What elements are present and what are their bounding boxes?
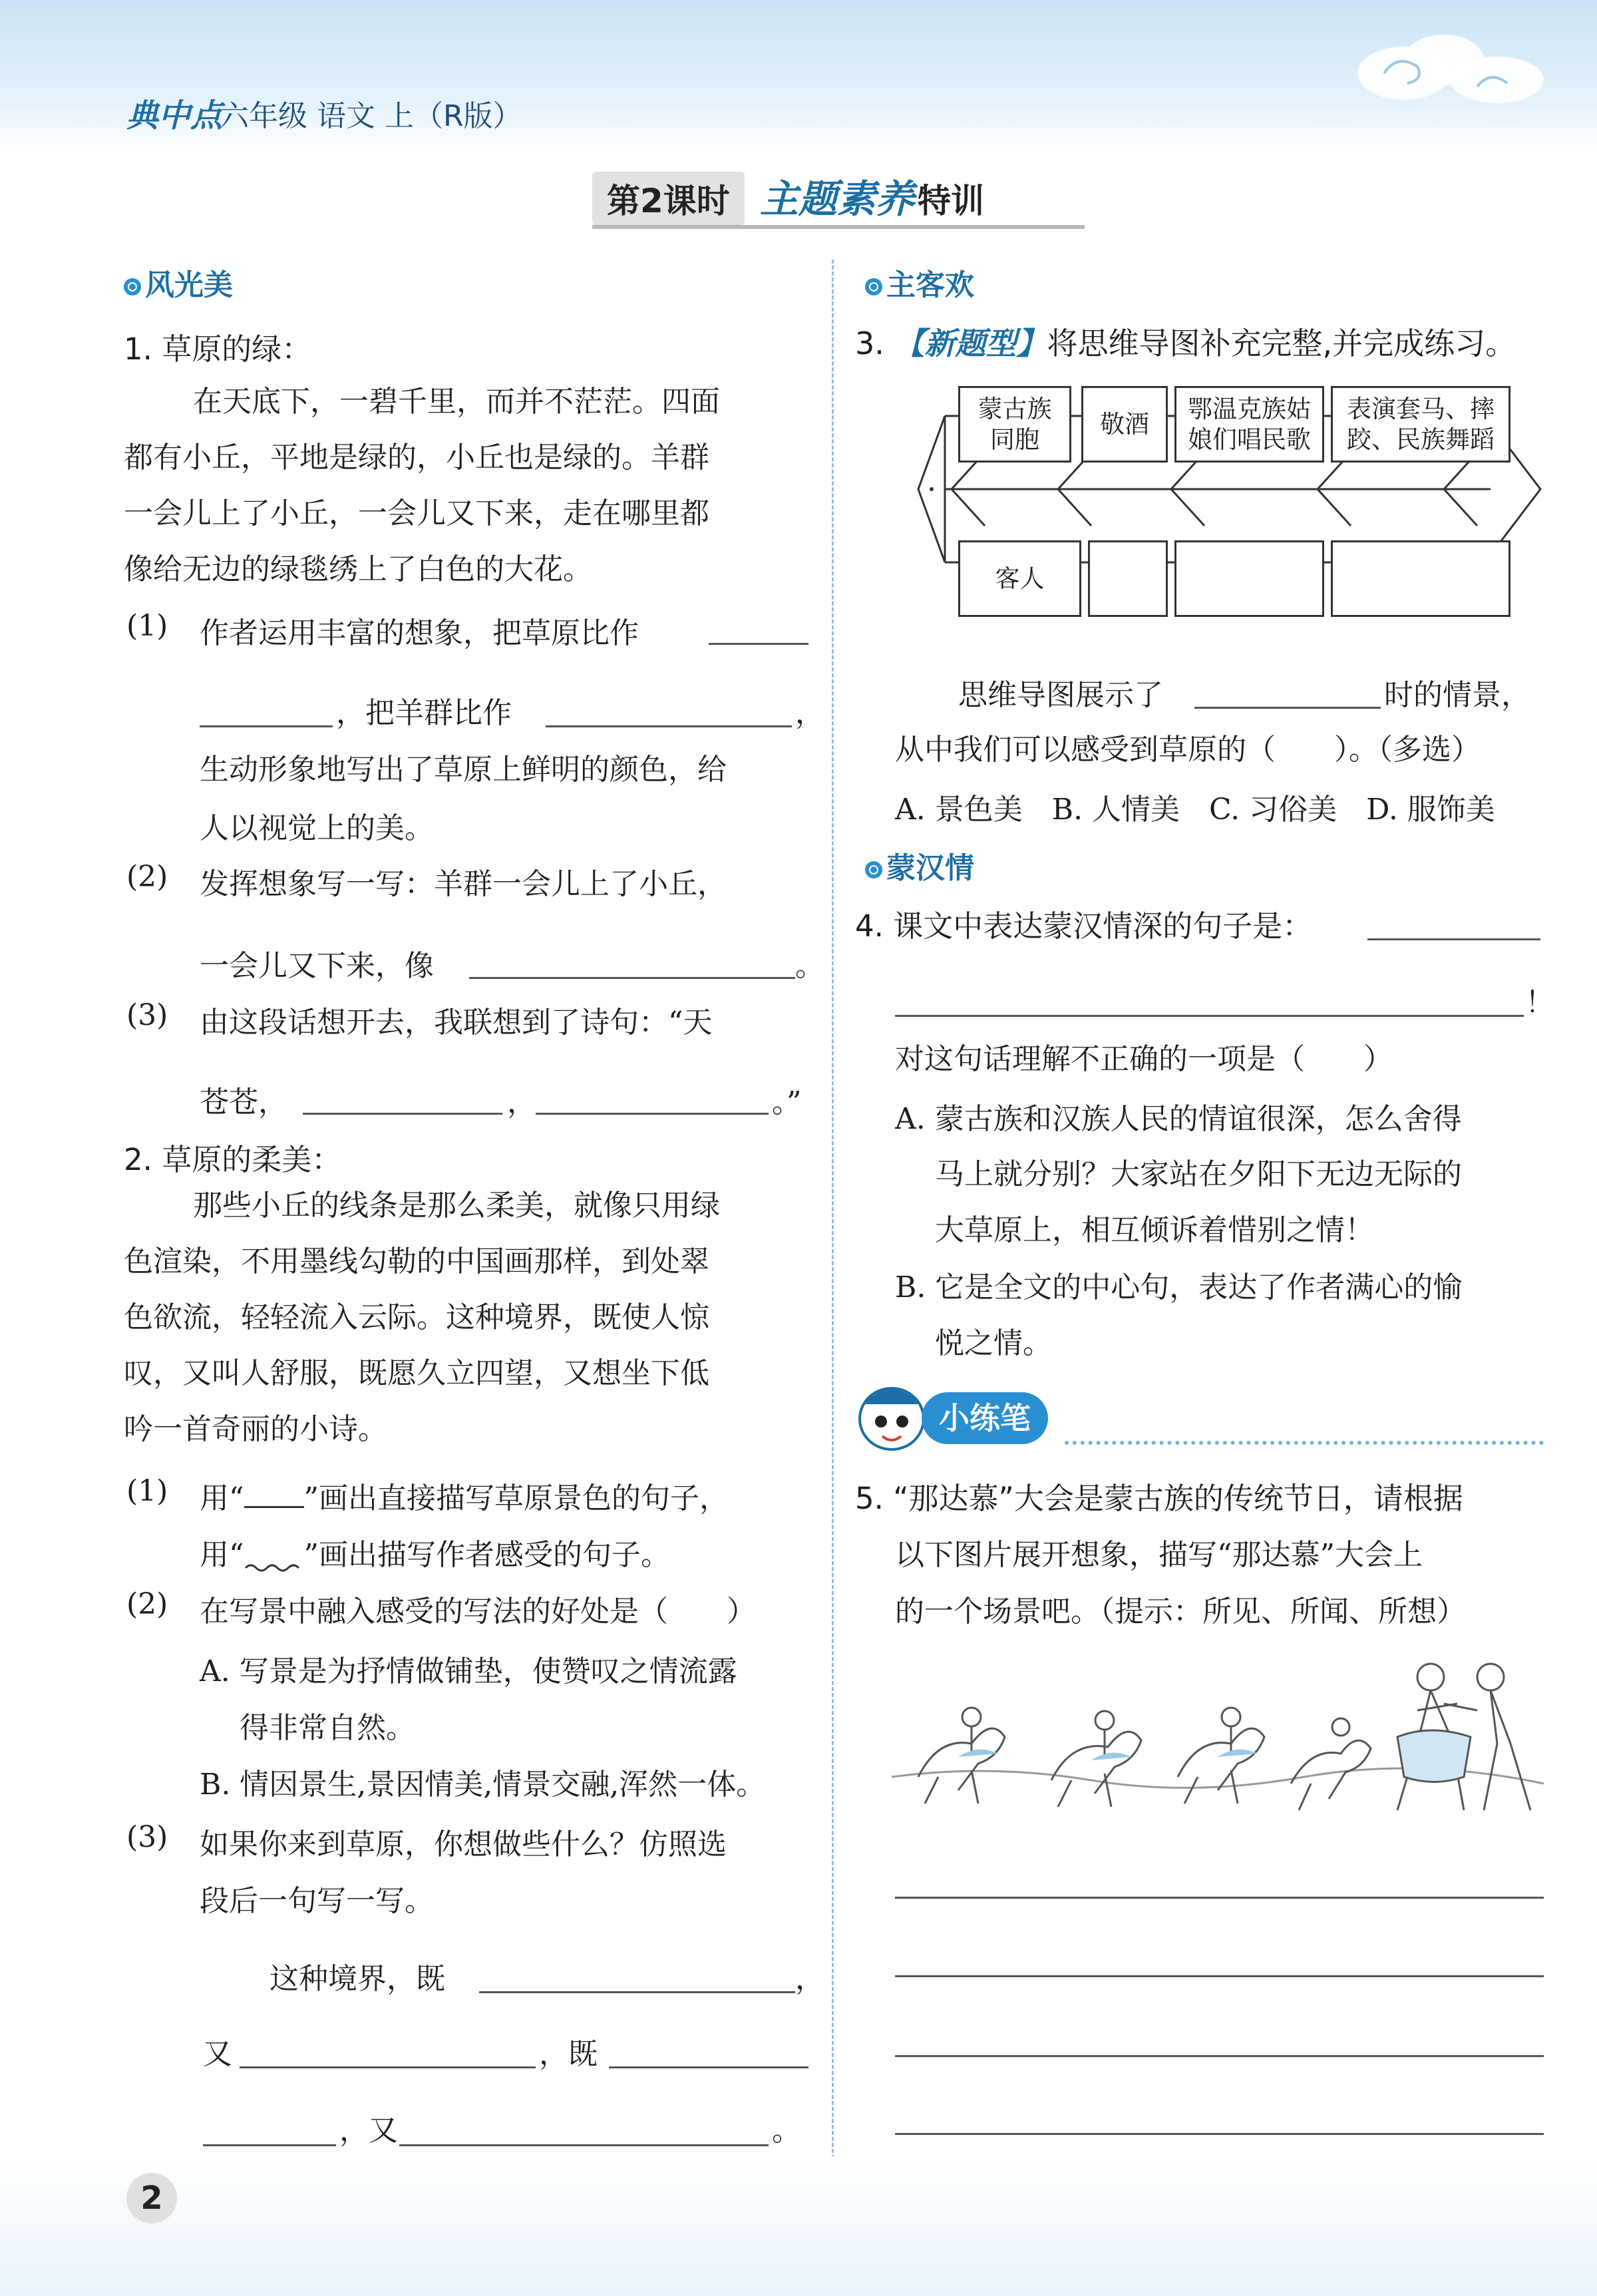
- q2-3-text-a: 如果你来到草原，你想做些什么？仿照选: [200, 1827, 727, 1861]
- straight-underline-sample: [244, 1506, 304, 1508]
- q2-passage: [124, 1178, 816, 1457]
- answer-blank[interactable]: [1367, 938, 1540, 940]
- q2-3-number: (3): [126, 1820, 168, 1854]
- naadam-illustration: [892, 1644, 1544, 1837]
- q2-2-number: (2): [126, 1587, 168, 1621]
- section-mongol-han: 蒙汉情: [865, 844, 974, 886]
- q5-line-2: 以下图片展开想象，描写“那达慕”大会上: [895, 1538, 1423, 1572]
- q3-heading: [855, 319, 1516, 363]
- quote-open: 用“: [200, 1538, 244, 1572]
- mind-map-answer-box[interactable]: [1331, 540, 1510, 617]
- mind-map-box-top: 蒙古族 同胞: [958, 386, 1071, 463]
- q4-option-a3: 大草原上，相互倾诉着惜别之情！: [935, 1213, 1374, 1247]
- passage-line: 色欲流，轻轻流入云际。这种境界，既使人惊: [124, 1300, 709, 1334]
- q3-text-a1: 思维导图展示了: [958, 678, 1163, 712]
- answer-blank[interactable]: [200, 725, 333, 727]
- q2-3-text-e1: ，又: [339, 2114, 398, 2148]
- answer-blank[interactable]: [240, 2066, 536, 2068]
- answer-blank[interactable]: [1194, 707, 1381, 709]
- page-number: 2: [126, 2173, 177, 2223]
- q5-line-1: 5. “那达慕”大会是蒙古族的传统节日，请根据: [855, 1481, 1463, 1516]
- q1-1-text-a: 作者运用丰富的想象，把草原比作: [200, 616, 639, 650]
- passage-line: 色渲染，不用墨线勾勒的中国画那样，到处翠: [124, 1244, 709, 1278]
- q5-line-3: 的一个场景吧。（提示：所见、所闻、所想）: [895, 1595, 1466, 1628]
- wavy-underline-icon: [244, 1547, 304, 1573]
- dotted-divider: [1065, 1441, 1544, 1445]
- q4-text-b: ！: [1525, 986, 1554, 1020]
- passage-line: 吟一首奇丽的小诗。: [124, 1412, 387, 1446]
- lesson-title: [592, 168, 984, 228]
- passage-line: 叹，又叫人舒服，既愿久立四望，又想坐下低: [124, 1356, 709, 1390]
- q2-3-text-d1: 又: [203, 2037, 232, 2071]
- q1-2-text-b: 一会儿又下来，像: [200, 949, 434, 983]
- answer-blank[interactable]: [709, 643, 808, 645]
- title-underline: [592, 225, 1085, 229]
- answer-blank[interactable]: [399, 2144, 769, 2146]
- q3-text-a2: 时的情景，: [1384, 678, 1530, 712]
- logo: 典中点: [126, 97, 223, 134]
- q2-3-text-c1: 这种境界，既: [269, 1962, 445, 1996]
- q4-option-b2: 悦之情。: [935, 1326, 1052, 1360]
- q1-3-text-b: 苍苍，: [200, 1085, 287, 1119]
- section-scenery: 风光美: [124, 261, 233, 303]
- cloud-decoration-icon: [1324, 20, 1577, 133]
- q3-options[interactable]: A. 景色美 B. 人情美 C. 习俗美 D. 服饰美: [895, 793, 1495, 827]
- mind-map-box-top: 表演套马、摔 跤、民族舞蹈: [1331, 386, 1510, 463]
- q1-3-text-d: 。”: [772, 1085, 802, 1119]
- q4-option-a1[interactable]: A. 蒙古族和汉族人民的情谊很深，怎么舍得: [895, 1102, 1462, 1136]
- answer-blank[interactable]: [469, 977, 795, 979]
- q4-option-b1[interactable]: B. 它是全文的中心句，表达了作者满心的愉: [895, 1270, 1463, 1304]
- q1-1-text-c: ，: [795, 696, 824, 730]
- q3-text: 将思维导图补充完整,并完成练习。: [1047, 325, 1516, 361]
- q2-1-number: (1): [126, 1474, 168, 1508]
- q3-number: 3.: [855, 325, 884, 361]
- writing-line[interactable]: [895, 2055, 1544, 2057]
- mind-map-box-top: 鄂温克族姑 娘们唱民歌: [1174, 386, 1324, 463]
- answer-blank[interactable]: [303, 1113, 502, 1115]
- lesson-theme: 主题素养: [759, 176, 914, 222]
- q2-3-text-c2: ，: [795, 1962, 824, 1996]
- q1-1-text-b: ，把羊群比作: [336, 696, 512, 730]
- section-bullet-icon: [124, 278, 141, 295]
- footer-band: [0, 2156, 1597, 2296]
- q2-label: 2. 草原的柔美：: [124, 1142, 342, 1177]
- q1-2-number: (2): [126, 860, 168, 894]
- q2-2-option-a2: 得非常自然。: [240, 1711, 415, 1745]
- q1-3-text-a: 由这段话想开去，我联想到了诗句：“天: [200, 1006, 713, 1040]
- mind-map-answer-box[interactable]: [1174, 540, 1324, 617]
- q2-3-text-b: 段后一句写一写。: [200, 1884, 434, 1918]
- q2-2-option-a1[interactable]: A. 写景是为抒情做铺垫，使赞叹之情流露: [200, 1654, 737, 1688]
- q2-1-line-a: [200, 1474, 729, 1517]
- section-bullet-icon: [865, 861, 882, 878]
- answer-blank[interactable]: [479, 1991, 795, 1993]
- mind-map-answer-box[interactable]: [1088, 540, 1168, 617]
- q1-2-text-c: 。: [795, 949, 824, 983]
- lesson-number: 第2课时: [592, 172, 745, 225]
- quote-open: 用“: [200, 1481, 244, 1515]
- passage-line: 那些小丘的线条是那么柔美，就像只用绿: [193, 1189, 720, 1223]
- q2-3-text-e2: 。: [772, 2114, 801, 2148]
- q2-1-line-b: [200, 1531, 670, 1573]
- book-title: 六年级 语文 上（R版）: [220, 99, 522, 133]
- mind-map-box-bottom: 客人: [958, 540, 1081, 617]
- writing-line[interactable]: [895, 1897, 1544, 1899]
- section-host-guest: 主客欢: [865, 261, 974, 303]
- writing-line[interactable]: [895, 1975, 1544, 1977]
- answer-blank[interactable]: [609, 2066, 808, 2068]
- lesson-theme-suffix: 特训: [918, 182, 984, 220]
- new-question-type-tag: 【新题型】: [894, 325, 1047, 361]
- passage-line: 在天底下，一碧千里，而并不茫茫。四面: [193, 385, 720, 419]
- q1-label: 1. 草原的绿：: [124, 331, 312, 367]
- quote-close: ”画出直接描写草原景色的句子，: [303, 1481, 729, 1515]
- answer-blank[interactable]: [546, 725, 792, 727]
- q1-3-number: (3): [126, 998, 168, 1032]
- passage-line: 都有小丘，平地是绿的，小丘也是绿的。羊群: [124, 441, 709, 475]
- practice-badge: 小练笔: [922, 1392, 1048, 1444]
- q1-1-text-e: 人以视觉上的美。: [200, 811, 434, 845]
- passage-line: 像给无边的绿毯绣上了白色的大花。: [124, 552, 592, 586]
- writing-line[interactable]: [895, 2133, 1544, 2135]
- q3-text-b: 从中我们可以感受到草原的（ ）。（多选）: [895, 733, 1481, 767]
- q2-3-text-d2: ，既: [539, 2037, 598, 2071]
- q1-2-text-a: 发挥想象写一写：羊群一会儿上了小丘，: [200, 867, 727, 901]
- q2-2-option-b[interactable]: B. 情因景生,景因情美,情景交融,浑然一体。: [200, 1768, 766, 1802]
- mascot-icon: [852, 1378, 932, 1457]
- passage-line: 一会儿上了小丘，一会儿又下来，走在哪里都: [124, 496, 709, 530]
- q4-text-c: 对这句话理解不正确的一项是（ ）: [895, 1042, 1393, 1076]
- q1-passage: [124, 374, 816, 598]
- column-divider: [832, 260, 834, 2183]
- answer-blank[interactable]: [536, 1113, 769, 1115]
- q1-1-text-d: 生动形象地写出了草原上鲜明的颜色，给: [200, 753, 727, 787]
- answer-blank[interactable]: [895, 1015, 1524, 1017]
- q2-2-text: 在写景中融入感受的写法的好处是（ ）: [200, 1595, 756, 1628]
- quote-close: ”画出描写作者感受的句子。: [303, 1538, 670, 1572]
- q1-3-text-c: ，: [507, 1085, 536, 1119]
- mind-map-box-top: 敬酒: [1081, 386, 1168, 463]
- answer-blank[interactable]: [203, 2144, 336, 2146]
- q1-1-number: (1): [126, 609, 168, 643]
- section-bullet-icon: [865, 278, 882, 295]
- q4-text-a: 4. 课文中表达蒙汉情深的句子是：: [855, 908, 1313, 944]
- q4-option-a2: 马上就分别？大家站在夕阳下无边无际的: [935, 1157, 1462, 1191]
